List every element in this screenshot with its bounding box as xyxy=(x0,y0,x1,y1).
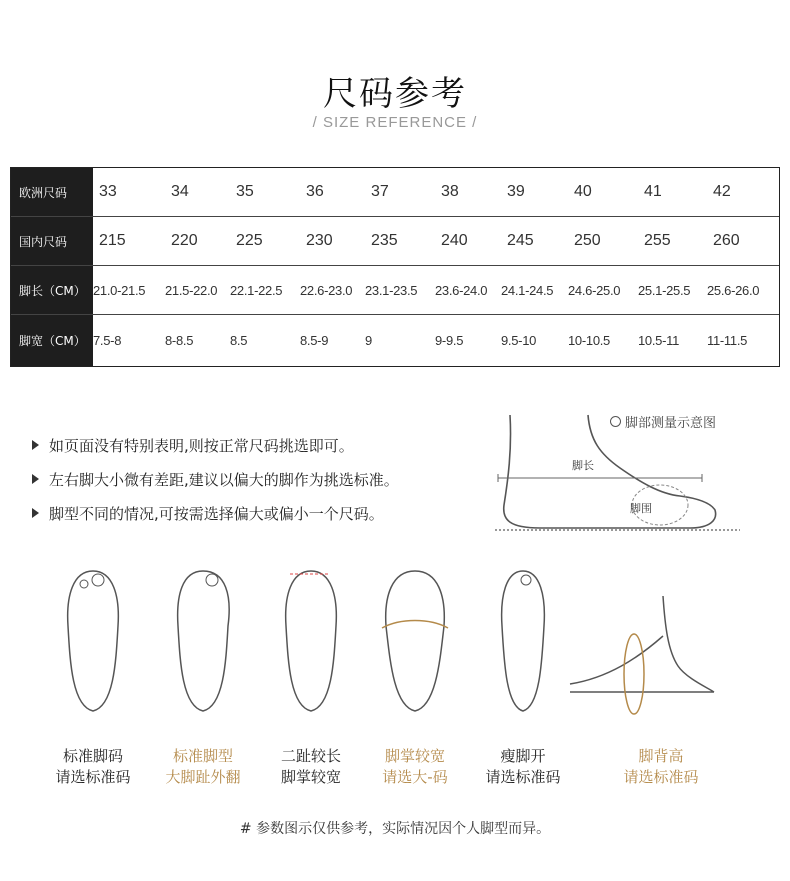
row-header: 脚长（CM） xyxy=(11,266,93,314)
foot-type-caption: 标准脚码 请选标准码 xyxy=(55,747,131,786)
table-cell: 41 xyxy=(644,183,662,200)
foot-bunion-icon xyxy=(168,566,238,716)
table-cell: 245 xyxy=(507,232,534,249)
table-cell: 24.1-24.5 xyxy=(501,282,554,298)
table-cell: 7.5-8 xyxy=(93,333,122,348)
table-cell: 24.6-25.0 xyxy=(568,282,621,298)
row-header: 欧洲尺码 xyxy=(11,168,93,216)
table-cell: 11-11.5 xyxy=(707,333,748,348)
foot-long-toe-icon xyxy=(276,566,346,716)
notes-list xyxy=(32,428,399,530)
table-cell: 250 xyxy=(574,232,601,249)
table-cell: 260 xyxy=(713,232,740,249)
table-cell: 225 xyxy=(236,232,263,249)
table-cell: 38 xyxy=(441,183,459,200)
table-cell: 37 xyxy=(371,183,389,200)
table-cell: 25.6-26.0 xyxy=(707,282,760,298)
row-header: 国内尺码 xyxy=(11,217,93,265)
foot-type-caption: 脚掌较宽 请选大-码 xyxy=(382,747,448,786)
triangle-bullet-icon xyxy=(32,440,39,450)
table-cell: 23.1-23.5 xyxy=(365,282,418,298)
table-cell: 9-9.5 xyxy=(435,333,464,348)
foot-type-caption: 标准脚型 大脚趾外翻 xyxy=(165,747,241,786)
triangle-bullet-icon xyxy=(32,474,39,484)
table-cell: 10.5-11 xyxy=(638,333,680,348)
table-cell: 25.1-25.5 xyxy=(638,282,691,298)
foot-thin-icon xyxy=(488,566,558,716)
table-row xyxy=(11,168,779,217)
table-cell: 40 xyxy=(574,183,592,200)
table-cell: 39 xyxy=(507,183,525,200)
table-cell: 42 xyxy=(713,183,731,200)
table-cell: 8.5 xyxy=(230,333,248,348)
disclaimer: # 参数图示仅供参考，实际情况因个人脚型而异。 xyxy=(239,821,551,837)
table-cell: 9.5-10 xyxy=(501,333,537,348)
table-cell: 215 xyxy=(99,232,126,249)
table-cell: 8.5-9 xyxy=(300,333,329,348)
table-cell: 220 xyxy=(171,232,198,249)
row-header: 脚宽（CM） xyxy=(11,315,93,366)
triangle-bullet-icon xyxy=(32,508,39,518)
table-cell: 255 xyxy=(644,232,671,249)
foot-standard-icon xyxy=(58,566,128,716)
table-cell: 240 xyxy=(441,232,468,249)
table-cell: 33 xyxy=(99,183,117,200)
table-cell: 22.6-23.0 xyxy=(300,282,353,298)
page-subtitle: / SIZE REFERENCE / xyxy=(312,114,478,131)
table-row xyxy=(11,315,779,366)
table-cell: 230 xyxy=(306,232,333,249)
note-item: 左右脚大小微有差距,建议以偏大的脚作为挑选标准。 xyxy=(32,462,399,496)
diagram-bullet-icon xyxy=(610,416,621,427)
foot-type-caption: 脚背高 请选标准码 xyxy=(623,747,699,786)
table-cell: 35 xyxy=(236,183,254,200)
foot-type-caption: 瘦脚开 请选标准码 xyxy=(485,747,561,786)
foot-girth-label: 脚围 xyxy=(630,502,652,515)
table-cell: 23.6-24.0 xyxy=(435,282,488,298)
table-row xyxy=(11,217,779,266)
size-table xyxy=(10,167,780,367)
diagram-title: 脚部测量示意图 xyxy=(610,412,716,431)
table-cell: 10-10.5 xyxy=(568,333,610,348)
foot-high-instep-icon xyxy=(568,566,718,716)
table-cell: 36 xyxy=(306,183,324,200)
table-cell: 9 xyxy=(365,333,372,348)
table-cell: 22.1-22.5 xyxy=(230,282,283,298)
table-cell: 34 xyxy=(171,183,189,200)
table-cell: 235 xyxy=(371,232,398,249)
page-title: 尺码参考 xyxy=(323,74,467,114)
table-cell: 8-8.5 xyxy=(165,333,194,348)
foot-type-caption: 二趾较长 脚掌较宽 xyxy=(280,747,341,786)
table-row xyxy=(11,266,779,315)
table-cell: 21.5-22.0 xyxy=(165,282,218,298)
note-item: 如页面没有特别表明,则按正常尺码挑选即可。 xyxy=(32,428,399,462)
table-cell: 21.0-21.5 xyxy=(93,282,146,298)
foot-wide-icon xyxy=(380,566,450,716)
foot-length-label: 脚长 xyxy=(572,459,594,472)
note-item: 脚型不同的情况,可按需选择偏大或偏小一个尺码。 xyxy=(32,496,399,530)
